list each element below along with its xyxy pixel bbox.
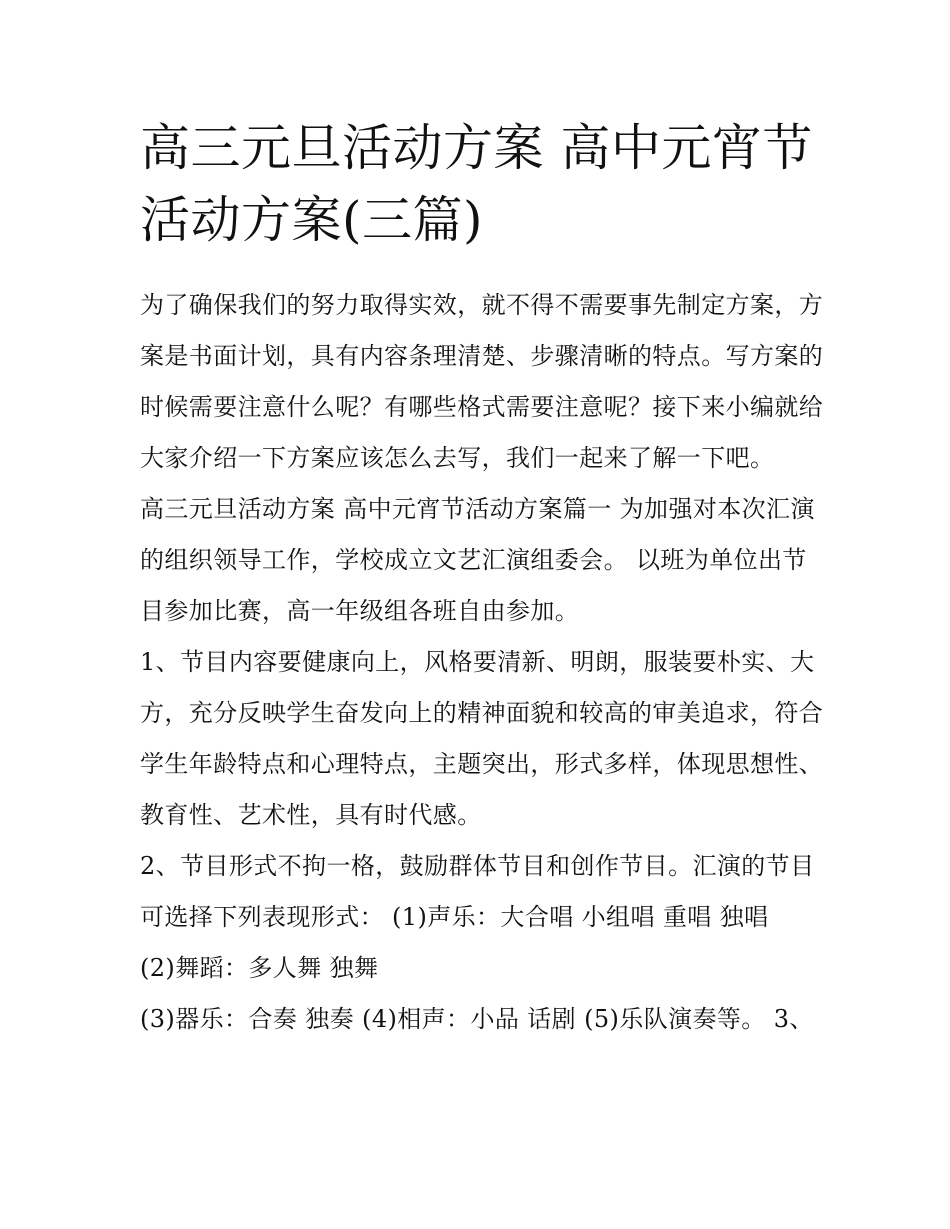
paragraph-instrumental: (3)器乐：合奏 独奏 (4)相声：小品 话剧 (5)乐队演奏等。 3、 — [140, 1005, 814, 1033]
document-body — [140, 280, 830, 1045]
paragraph-item-1: 1、节目内容要健康向上，风格要清新、明朗，服装要朴实、大方，充分反映学生奋发向上的精神面貌和较高的审美追求，符合学生年龄特点和心理特点，主题突出，形式多样，体现思想性、教育性、艺术性，具有时代感。 — [140, 648, 824, 829]
paragraph-item-2: 2、节目形式不拘一格，鼓励群体节目和创作节目。汇演的节目可选择下列表现形式： (1)声乐：大合唱 小组唱 重唱 独唱 — [140, 852, 815, 931]
paragraph-dance: (2)舞蹈：多人舞 独舞 — [140, 954, 379, 982]
paragraph-intro: 为了确保我们的努力取得实效，就不得不需要事先制定方案，方案是书面计划，具有内容条理清楚、步骤清晰的特点。写方案的时候需要注意什么呢？有哪些格式需要注意呢？接下来小编就给大家介绍一下方案应该怎么去写，我们一起来了解一下吧。 — [140, 291, 824, 472]
document-title: 高三元旦活动方案 高中元宵节活动方案(三篇) — [140, 119, 813, 249]
paragraph-part-one: 高三元旦活动方案 高中元宵节活动方案篇一 为加强对本次汇演的组织领导工作，学校成立文艺汇演组委会。 以班为单位出节目参加比赛，高一年级组各班自由参加。 — [140, 495, 815, 625]
